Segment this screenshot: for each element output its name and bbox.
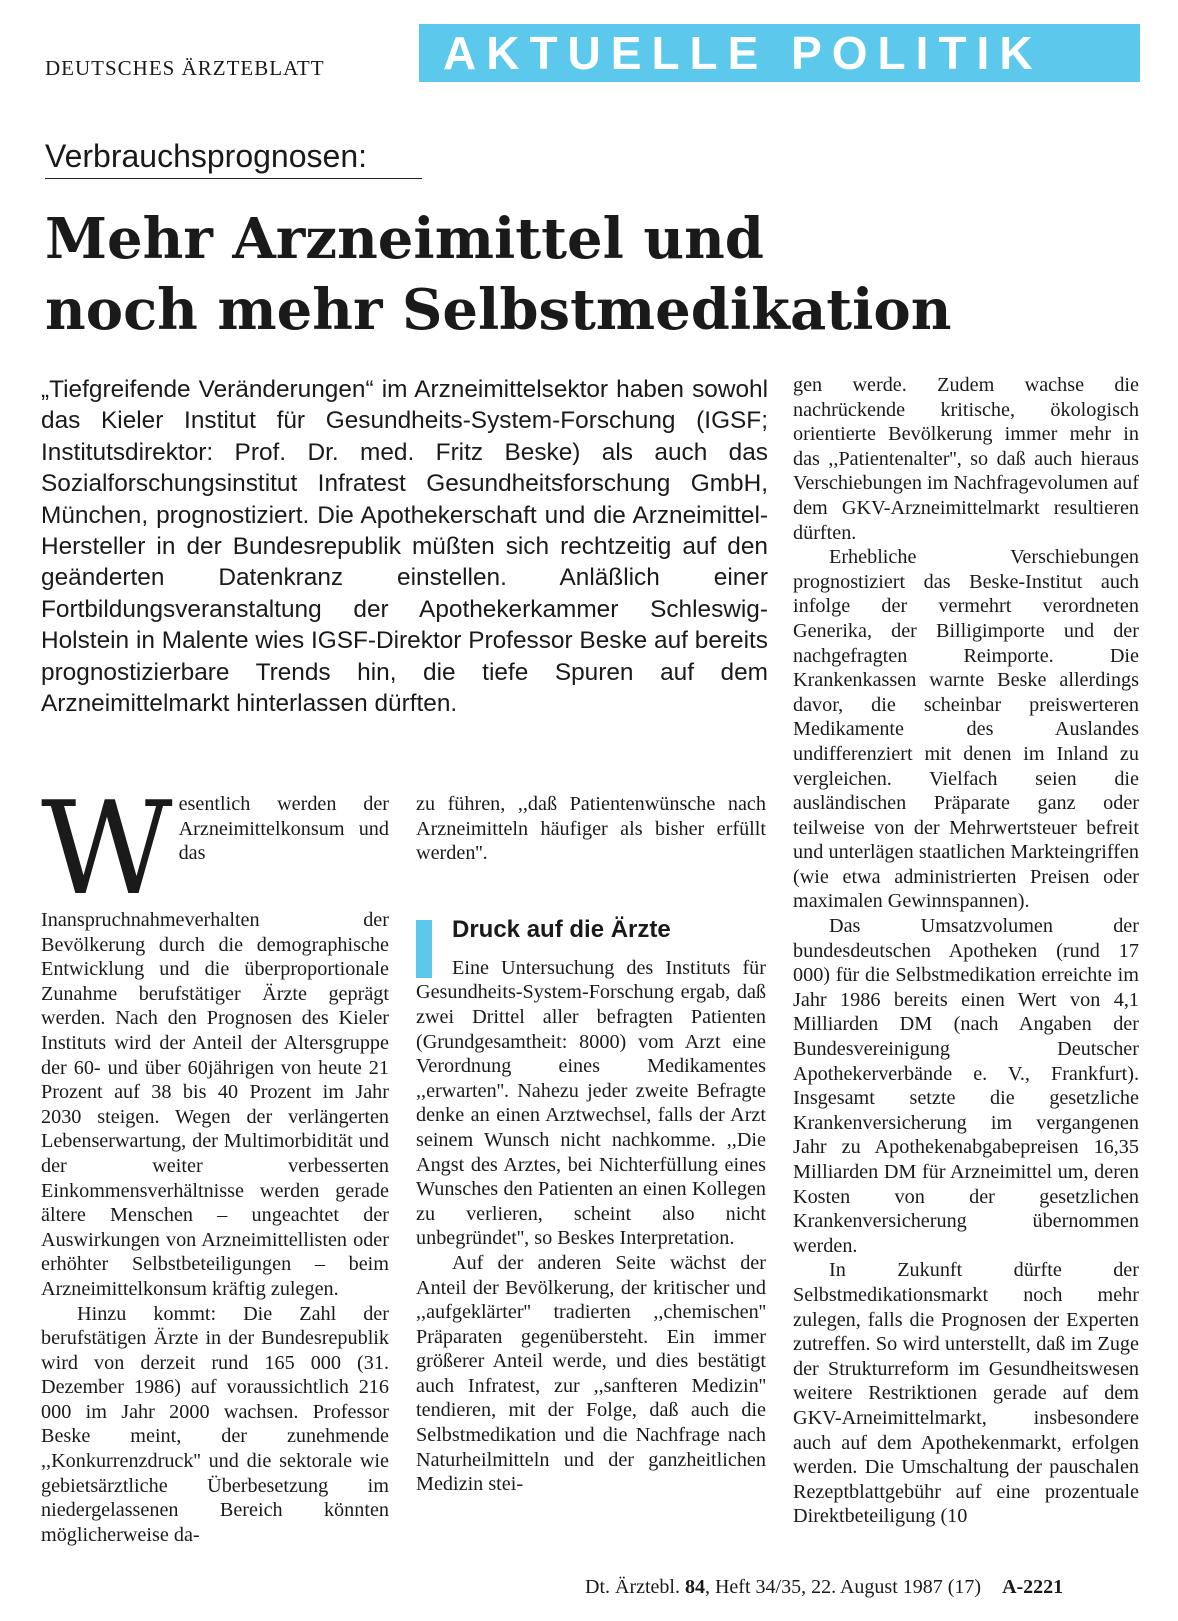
paragraph: gen werde. Zudem wachse die nachrückende kritische, ökologisch orientierte Bevölkerung immer mehr in das ,,Patientenalter'', so daß auch hieraus Verschiebungen im Nachfragevolumen auf dem GKV-Arzneimittelmarkt resultieren dürften. bbox=[793, 374, 1139, 544]
drop-cap: W bbox=[41, 775, 173, 924]
paragraph: In Zukunft dürfte der Selbstmedikationsmarkt noch mehr zulegen, falls die Prognosen der Experten zutreffen. So wird unterstellt, daß im Zuge der Strukturreform im Gesundheitswesen weitere Restriktionen gerade auf dem GKV-Arneimittelmarkt, insbesondere auch auf dem Apothekenmarkt, erfolgen werden. Die Umschaltung der pauschalen Rezeptblattgebühr auf eine prozentuale Direktbeteiligung (10 bbox=[793, 1259, 1139, 1528]
article-lead: „Tiefgreifende Veränderungen“ im Arzneimittelsektor haben sowohl das Kieler Institut für Gesundheits-System-Forschung (IGSF; Institutsdirektor: Prof. Dr. med. Fritz Beske) als auch das Sozialforschungsinstitut Infratest Gesundheitsforschung GmbH, München, prognostiziert. Die Apothekerschaft und die Arzneimittel-Hersteller in der Bundesrepublik müßten sich rechtzeitig auf den geänderten Datenkranz einstellen. Anläßlich einer Fortbildungsveranstaltung der Apothekerkammer Schleswig-Holstein in Malente wies IGSF-Direktor Professor Beske auf bereits prognostizierbare Trends hin, die tiefe Spuren auf dem Arzneimittelmarkt hinterlassen dürften. bbox=[41, 376, 768, 718]
footer-journal: Dt. Ärztebl. bbox=[585, 1576, 680, 1598]
masthead: DEUTSCHES ÄRZTEBLATT bbox=[45, 56, 325, 80]
paragraph: Auf der anderen Seite wächst der Anteil der Bevölkerung, der kritischer und ,,aufgeklärter'' tradierten ,,chemischen'' Präparaten gegenübersteht. Ein immer größerer Anteil werde, und dies bestätigt auch Infratest, zur ,,sanfteren Medizin'' tendieren, mit der Folge, daß auch die Selbstmedikation und die Nachfrage nach Naturheilmitteln und der ganzheitlichen Medizin stei- bbox=[416, 1251, 766, 1496]
paragraph: zu führen, ,,daß Patientenwünsche nach Arzneimitteln häufiger als bisher erfüllt werden''. bbox=[416, 793, 766, 865]
body-column-1 bbox=[41, 775, 389, 1547]
section-banner: AKTUELLE POLITIK bbox=[419, 24, 1140, 82]
subheading-accent-bar bbox=[416, 920, 432, 978]
headline-line-2: noch mehr Selbstmedikation bbox=[45, 277, 952, 343]
paragraph: Das Umsatzvolumen der bundesdeutschen Apotheken (rund 17 000) für die Selbstmedikation erreichte im Jahr 1986 bereits einen Wert von 4,1 Milliarden DM (nach Angaben der Bundesvereinigung Deutscher Apothekerverbände e. V., Frankfurt). Insgesamt setzte die gesetzliche Krankenversicherung im vergangenen Jahr zu Apothekenabgabepreisen 16,35 Milliarden DM für Arzneimittel um, deren Kosten von der gesetzlichen Krankenversicherung übernommen werden. bbox=[793, 915, 1139, 1257]
body-column-2 bbox=[416, 792, 766, 1497]
paragraph-text: esentlich werden der Arzneimittelkonsum und das Inanspruchnahmeverhalten der Bevölkerung durch die demographische Entwicklung und die überproportionale Zunahme berufstätiger Ärzte geprägt werden. Nach den Prognosen des Kieler Instituts wird der Anteil der Altersgruppe der 60- und über 60jährigen von heute 21 Prozent auf 38 bis 40 Prozent im Jahr 2030 steigen. Wegen der verlängerten Lebenserwartung, der Multimorbidität und der weiter verbesserten Einkommensverhältnisse werden gerade ältere Menschen – ungeachtet der Auswirkungen von Arzneimittellisten oder erhöhter Selbstbeteiligungen – beim Arzneimittelkonsum kräftig zulegen. bbox=[41, 793, 389, 1300]
footer-issue-date: , Heft 34/35, 22. August 1987 (17) bbox=[704, 1576, 982, 1598]
paragraph: Eine Untersuchung des Instituts für Gesundheits-System-Forschung ergab, daß zwei Drittel aller befragten Patienten (Grundgesamtheit: 8000) vom Arzt eine Verordnung eines Medikamentes ,,erwarten''. Nahezu jeder zweite Befragte denke an einen Arztwechsel, falls der Arzt seinem Wunsch nicht nachkomme. ,,Die Angst des Arztes, bei Nichterfüllung eines Wunsches den Patienten an einen Kollegen zu verlieren, scheint also nicht unbegründet'', so Beskes Interpretation. bbox=[416, 956, 766, 1250]
article-kicker: Verbrauchsprognosen: bbox=[45, 138, 367, 174]
paragraph: Erhebliche Verschiebungen prognostiziert das Beske-Institut auch infolge der vermehrt verordneten Generika, der Billigimporte und der nachgefragten Reimporte. Die Krankenkassen warnte Beske allerdings davor, die scheinbar preiswerteren Medikamente des Auslandes undifferenziert mit denen im Inland zu vergleichen. Vielfach seien die ausländischen Präparate ganz oder teilweise von der Mehrwertsteuer befreit und unterlägen staatlichen Markteingriffen (wie etwa administrierten Preisen oder maximalen Gewinnspannen). bbox=[793, 546, 1139, 913]
page-footer bbox=[585, 1576, 1063, 1599]
footer-volume: 84 bbox=[684, 1576, 705, 1598]
subheading-text: Druck auf die Ärzte bbox=[452, 915, 671, 943]
page-number: A-2221 bbox=[1002, 1576, 1064, 1598]
headline-line-1: Mehr Arzneimittel und bbox=[45, 206, 764, 272]
article-headline bbox=[45, 204, 1155, 346]
paragraph bbox=[41, 775, 389, 1302]
kicker-underline bbox=[45, 178, 422, 179]
subheading bbox=[416, 916, 766, 944]
body-column-3 bbox=[793, 373, 1139, 1529]
paragraph: Hinzu kommt: Die Zahl der berufstätigen Ärzte in der Bundesrepublik wird von derzeit rund 165 000 (31. Dezember 1986) auf voraussichtlich 216 000 im Jahr 2000 wachsen. Professor Beske meint, der zunehmende ,,Konkurrenzdruck'' und die sektorale wie gebietsärztliche Überbesetzung im niedergelassenen Bereich könnten möglicherweise da- bbox=[41, 1302, 389, 1546]
